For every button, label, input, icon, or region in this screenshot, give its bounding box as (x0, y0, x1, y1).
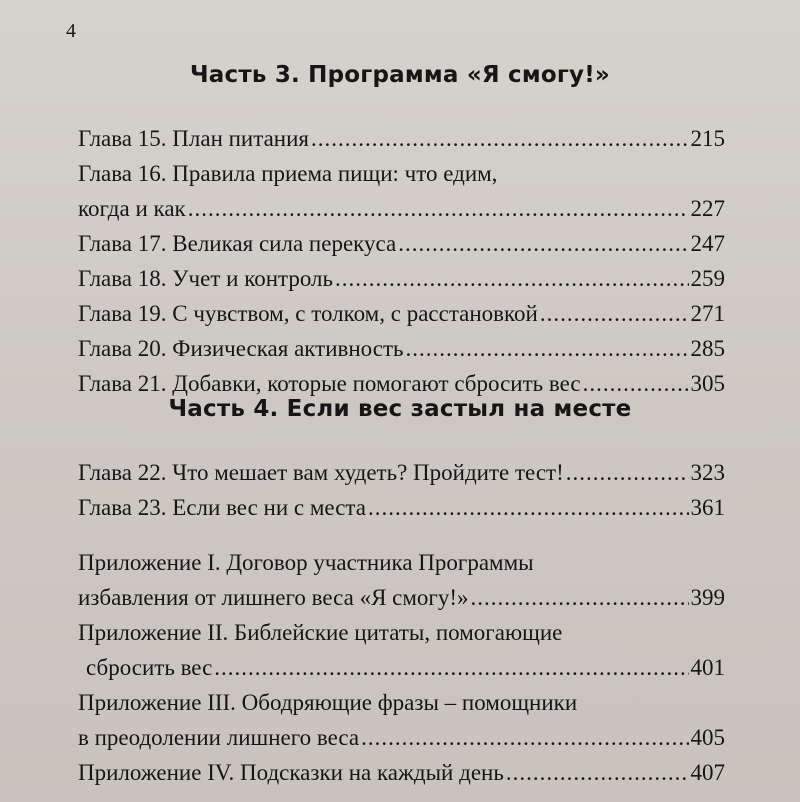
dot-leader (368, 490, 689, 525)
toc-entry-page: 361 (690, 495, 725, 520)
dot-leader (335, 261, 689, 296)
toc-entry (78, 720, 725, 755)
toc-entry (78, 226, 725, 261)
dot-leader (214, 650, 688, 685)
toc-entry (78, 455, 725, 490)
toc-entry-title: Глава 22. Что мешает вам худеть? Пройдите тест! (78, 460, 564, 485)
toc-entry (78, 580, 725, 615)
dot-leader (361, 720, 688, 755)
toc-entry-title: сбросить вес (86, 655, 213, 680)
toc-entry-title: Глава 20. Физическая активность (78, 336, 404, 361)
toc-entry-page: 405 (690, 725, 725, 750)
toc-entry (78, 755, 725, 790)
toc-entry (78, 261, 725, 296)
toc-entry-page: 399 (690, 585, 725, 610)
toc-entry (78, 296, 725, 331)
toc-entry-title: Глава 17. Великая сила перекуса (78, 231, 397, 256)
toc-entry-page: 259 (690, 266, 725, 291)
toc-entry-title: Глава 21. Добавки, которые помогают сбросить вес (78, 371, 581, 396)
toc-entry (78, 191, 725, 226)
toc-entry-page: 323 (690, 460, 725, 485)
toc-entry (78, 650, 725, 685)
dot-leader (471, 580, 689, 615)
toc-entry-title: Глава 23. Если вес ни с места (78, 495, 366, 520)
part4-toc (78, 455, 725, 525)
dot-leader (188, 191, 689, 226)
toc-entry-title: избавления от лишнего веса «Я смогу!» (78, 585, 469, 610)
toc-entry-page: 247 (690, 231, 725, 256)
toc-entry (78, 121, 725, 156)
toc-entry-page: 401 (690, 655, 725, 680)
toc-entry-title: Глава 19. С чувством, с толком, с расстановкой (78, 301, 538, 326)
toc-entry-page: 305 (690, 371, 725, 396)
dot-leader (311, 121, 689, 156)
dot-leader (540, 296, 689, 331)
toc-entry-title-line1: Глава 16. Правила приема пищи: что едим, (78, 161, 498, 186)
toc-entry-title-line1: Приложение III. Ободряющие фразы – помощники (78, 690, 578, 715)
toc-entry-title-line1: Приложение II. Библейские цитаты, помогающие (78, 620, 563, 645)
page-number: 4 (66, 20, 76, 42)
part4-heading: Часть 4. Если вес застыл на месте (168, 396, 632, 422)
toc-entry-title: когда и как (78, 196, 186, 221)
toc-entry-title: в преодолении лишнего веса (78, 725, 360, 750)
toc-entry-page: 227 (690, 196, 725, 221)
toc-entry-title: Глава 15. План питания (78, 126, 309, 151)
toc-entry-page: 271 (690, 301, 725, 326)
toc-entry-page: 407 (690, 760, 725, 785)
toc-entry (78, 490, 725, 525)
part3-toc (78, 121, 725, 401)
dot-leader (506, 755, 689, 790)
toc-entry-title: Приложение IV. Подсказки на каждый день (78, 760, 504, 785)
toc-entry-page: 215 (690, 126, 725, 151)
dot-leader (398, 226, 688, 261)
appendices-toc (78, 545, 725, 790)
toc-entry-title: Глава 18. Учет и контроль (78, 266, 333, 291)
part3-heading: Часть 3. Программа «Я смогу!» (190, 62, 610, 88)
toc-entry-title-line1: Приложение I. Договор участника Программы (78, 550, 534, 575)
toc-entry (78, 331, 725, 366)
dot-leader (566, 455, 689, 490)
dot-leader (406, 331, 689, 366)
toc-entry-page: 285 (690, 336, 725, 361)
